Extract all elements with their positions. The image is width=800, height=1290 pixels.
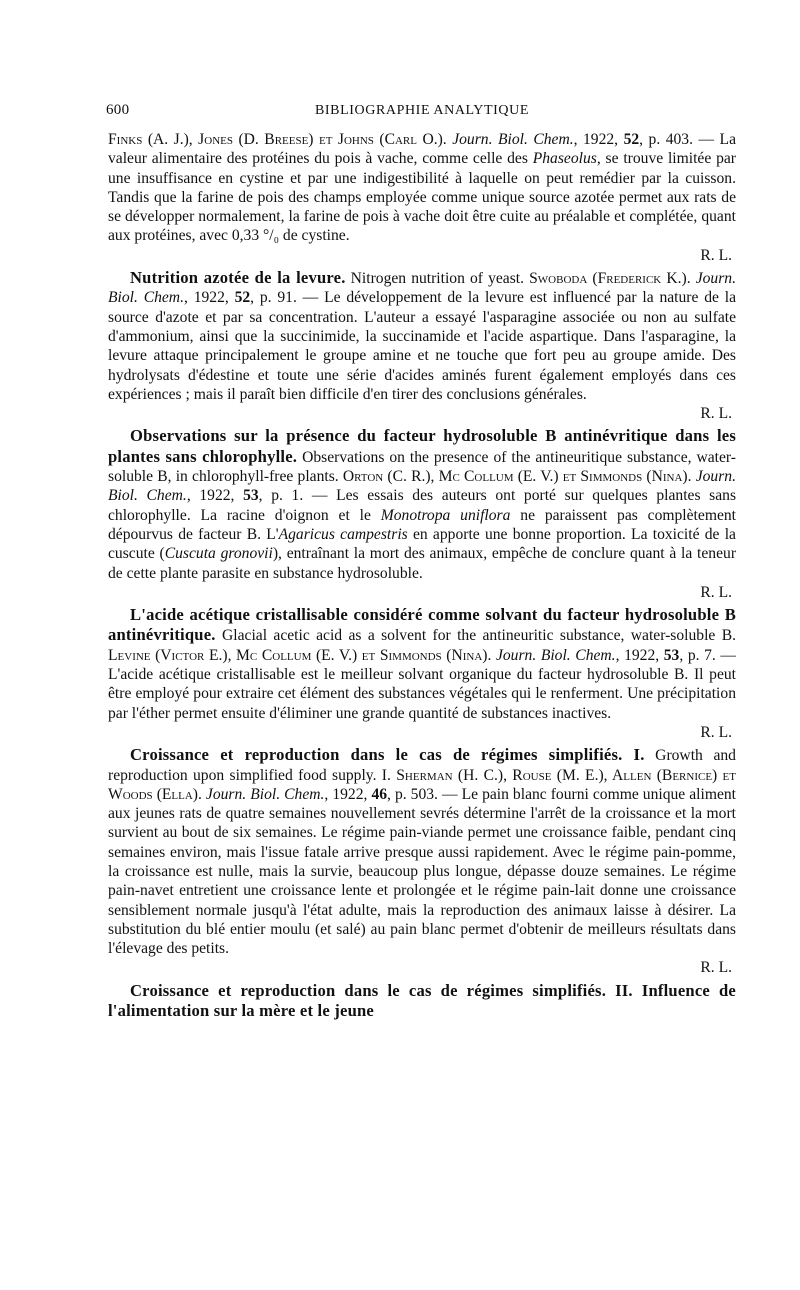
entry-signature: R. L. (700, 723, 732, 741)
bibliography-entry (108, 130, 736, 265)
bibliography-entry (108, 745, 736, 978)
entry-volume: 52 (623, 131, 640, 148)
running-title: BIBLIOGRAPHIE ANALYTIQUE (314, 103, 530, 118)
entry-pages: , p. 503. — (387, 785, 458, 803)
page-number: 600 (106, 102, 130, 118)
entry-english-title: Observations on the presence of the antineuritique substance, water-soluble B, in chlorophyll-free plants. (108, 448, 736, 486)
entry-body-cont: en apporte une bonne proportion. La toxicité de la cuscute ( (108, 525, 736, 563)
bibliography-entry (108, 981, 736, 1022)
entry-signature: R. L. (700, 405, 732, 423)
bibliography-entries (108, 130, 736, 1024)
entry-body: Le développement de la levure est influencé par la nature de la source d'azote et par sa concentration. L'auteur a essayé l'asparagine associée ou non au sulfate d'ammonium, ainsi que la succinimide, la succinamide et l'acide aspartique. Dans l'asparagine, la levure attaque principalement le groupe amine et ne touche que fort peu au groupe amide. Des hydrolysats d'édestine et toute une série d'acides aminés furent également employés dans ces expériences ; mais il paraît bien difficile d'en tirer des conclusions générales. (108, 289, 736, 403)
entry-pages: , p. 403. — (639, 131, 715, 148)
entry-body-cont: ), entraînant la mort des animaux, empêche de conclure quant à la teneur de cette plante parasite en substance hydrosoluble. (108, 545, 737, 582)
entry-signature: R. L. (700, 583, 732, 601)
entry-volume: 46 (371, 785, 388, 803)
entry-journal: Journ. Biol. Chem. (452, 131, 574, 148)
entry-journal: Journ. Biol. Chem. (205, 785, 325, 803)
entry-volume: 53 (663, 646, 680, 664)
entry-italic-term: Monotropa uniflora (380, 506, 511, 524)
entry-english-title: Glacial acetic acid as a solvent for the antineuritic substance, water-soluble B. (215, 627, 736, 645)
entry-italic-term: Phaseolus (532, 150, 597, 168)
entry-authors: Finks (A. J.), Jones (D. Breese) et Johns (Carl O.). (108, 131, 447, 148)
entry-title: Nutrition azotée de la levure. (130, 268, 346, 288)
entry-body: Le pain blanc fourni comme unique aliment aux jeunes rats de quatre semaines nouvellement sevrés détermine l'arrêt de la croissance et la mort survient au bout de six semaines. Le régime pain-viande permet une croissance faible, pendant cinq semaines environ, mais l'issue fatale arrive presque aussi rapidement. Avec le régime pain-pomme, la croissance est nulle, mais la survie, beaucoup plus longue, dépasse douze semaines. Le régime pain-navet entretient une croissance lente et prolongée et le régime pain-lait donne une croissance sensiblement normale jusqu'à l'état adulte, mais la reproduction des animaux laisse à désirer. La substitution du blé entier moulu (et salé) au pain blanc permet d'obtenir de meilleurs résultats dans l'élevage des petits. (108, 785, 736, 958)
entry-body: La valeur alimentaire des protéines du pois à vache, comme celle des (108, 131, 737, 168)
entry-title: Croissance et reproduction dans le cas de régimes simplifiés. I. (130, 745, 645, 765)
bibliography-entry (108, 605, 736, 742)
entry-pages: , p. 1. — (258, 487, 328, 505)
entry-body: Les essais des auteurs ont porté sur quelques plantes sans chlorophylle. La racine d'oignon et le (108, 487, 737, 524)
page-header (108, 101, 736, 121)
entry-title: L'acide acétique cristallisable considéré comme solvant du facteur hydrosoluble B antinévritique. (108, 605, 736, 645)
entry-title: Croissance et reproduction dans le cas de régimes simplifiés. II. Influence de l'alimentation sur la mère et le jeune (108, 980, 736, 1021)
entry-authors: Levine (Victor E.), Mc Collum (E. V.) et Simmonds (Nina). (108, 646, 492, 664)
entry-journal: Journ. Biol. Chem. (495, 646, 616, 664)
entry-authors: Sherman (H. C.), Rouse (M. E.), Allen (Bernice) et Woods (Ella). (108, 766, 736, 803)
bibliography-entry (108, 426, 736, 602)
entry-citation: , 1922, (186, 487, 244, 505)
entry-body-cont: , se trouve limitée par une insuffisance en cystine et par une indigestibilité à laquelle on peut remédier par la cuisson. Tandis que la farine de pois des champs employée comme unique source azotée permet aux rats de se développer normalement, la farine de pois à vache doit être cuite au préalable et complétée, quant aux protéines, avec 0,33 °/₀ de cystine. (108, 150, 736, 245)
entry-signature: R. L. (700, 246, 732, 264)
entry-volume: 53 (243, 487, 259, 505)
entry-english-title: Nitrogen nutrition of yeast. (345, 270, 530, 288)
entry-authors: Swoboda (Frederick K.). (529, 270, 691, 288)
entry-citation: , 1922, (573, 131, 624, 148)
entry-pages: , p. 7. — (679, 646, 736, 664)
bibliography-entry (108, 268, 736, 423)
entry-journal: Journ. Biol. Chem. (108, 270, 736, 307)
entry-volume: 52 (234, 289, 251, 307)
entry-citation: , 1922, (615, 646, 664, 664)
entry-signature: R. L. (700, 959, 732, 977)
entry-body: L'acide acétique cristallisable est le meilleur solvant organique du facteur hydrosoluble B. Il peut être employé pour extraire cet élément des substances végétales qui le renferment. Une précipitation par l'éther permet ensuite d'éliminer une grande quantité de substances inactives. (108, 666, 736, 722)
entry-pages: , p. 91. — (250, 289, 319, 307)
entry-citation: , 1922, (324, 785, 372, 803)
entry-authors: Orton (C. R.), Mc Collum (E. V.) et Simmonds (Nina). (342, 468, 692, 486)
entry-english-title: Growth and reproduction upon simplified food supply. I. (108, 747, 736, 784)
entry-title: Observations sur la présence du facteur hydrosoluble B antinévritique dans les plantes sans chlorophylle. (108, 426, 736, 466)
entry-italic-term: Agaricus campestris (278, 525, 408, 543)
entry-journal: Journ. Biol. Chem. (108, 468, 736, 505)
entry-italic-term: Cuscuta gronovii (164, 545, 273, 563)
entry-citation: , 1922, (183, 289, 235, 307)
entry-body-cont: ne paraissent pas complètement dépourvus de facteur B. L' (108, 506, 736, 543)
